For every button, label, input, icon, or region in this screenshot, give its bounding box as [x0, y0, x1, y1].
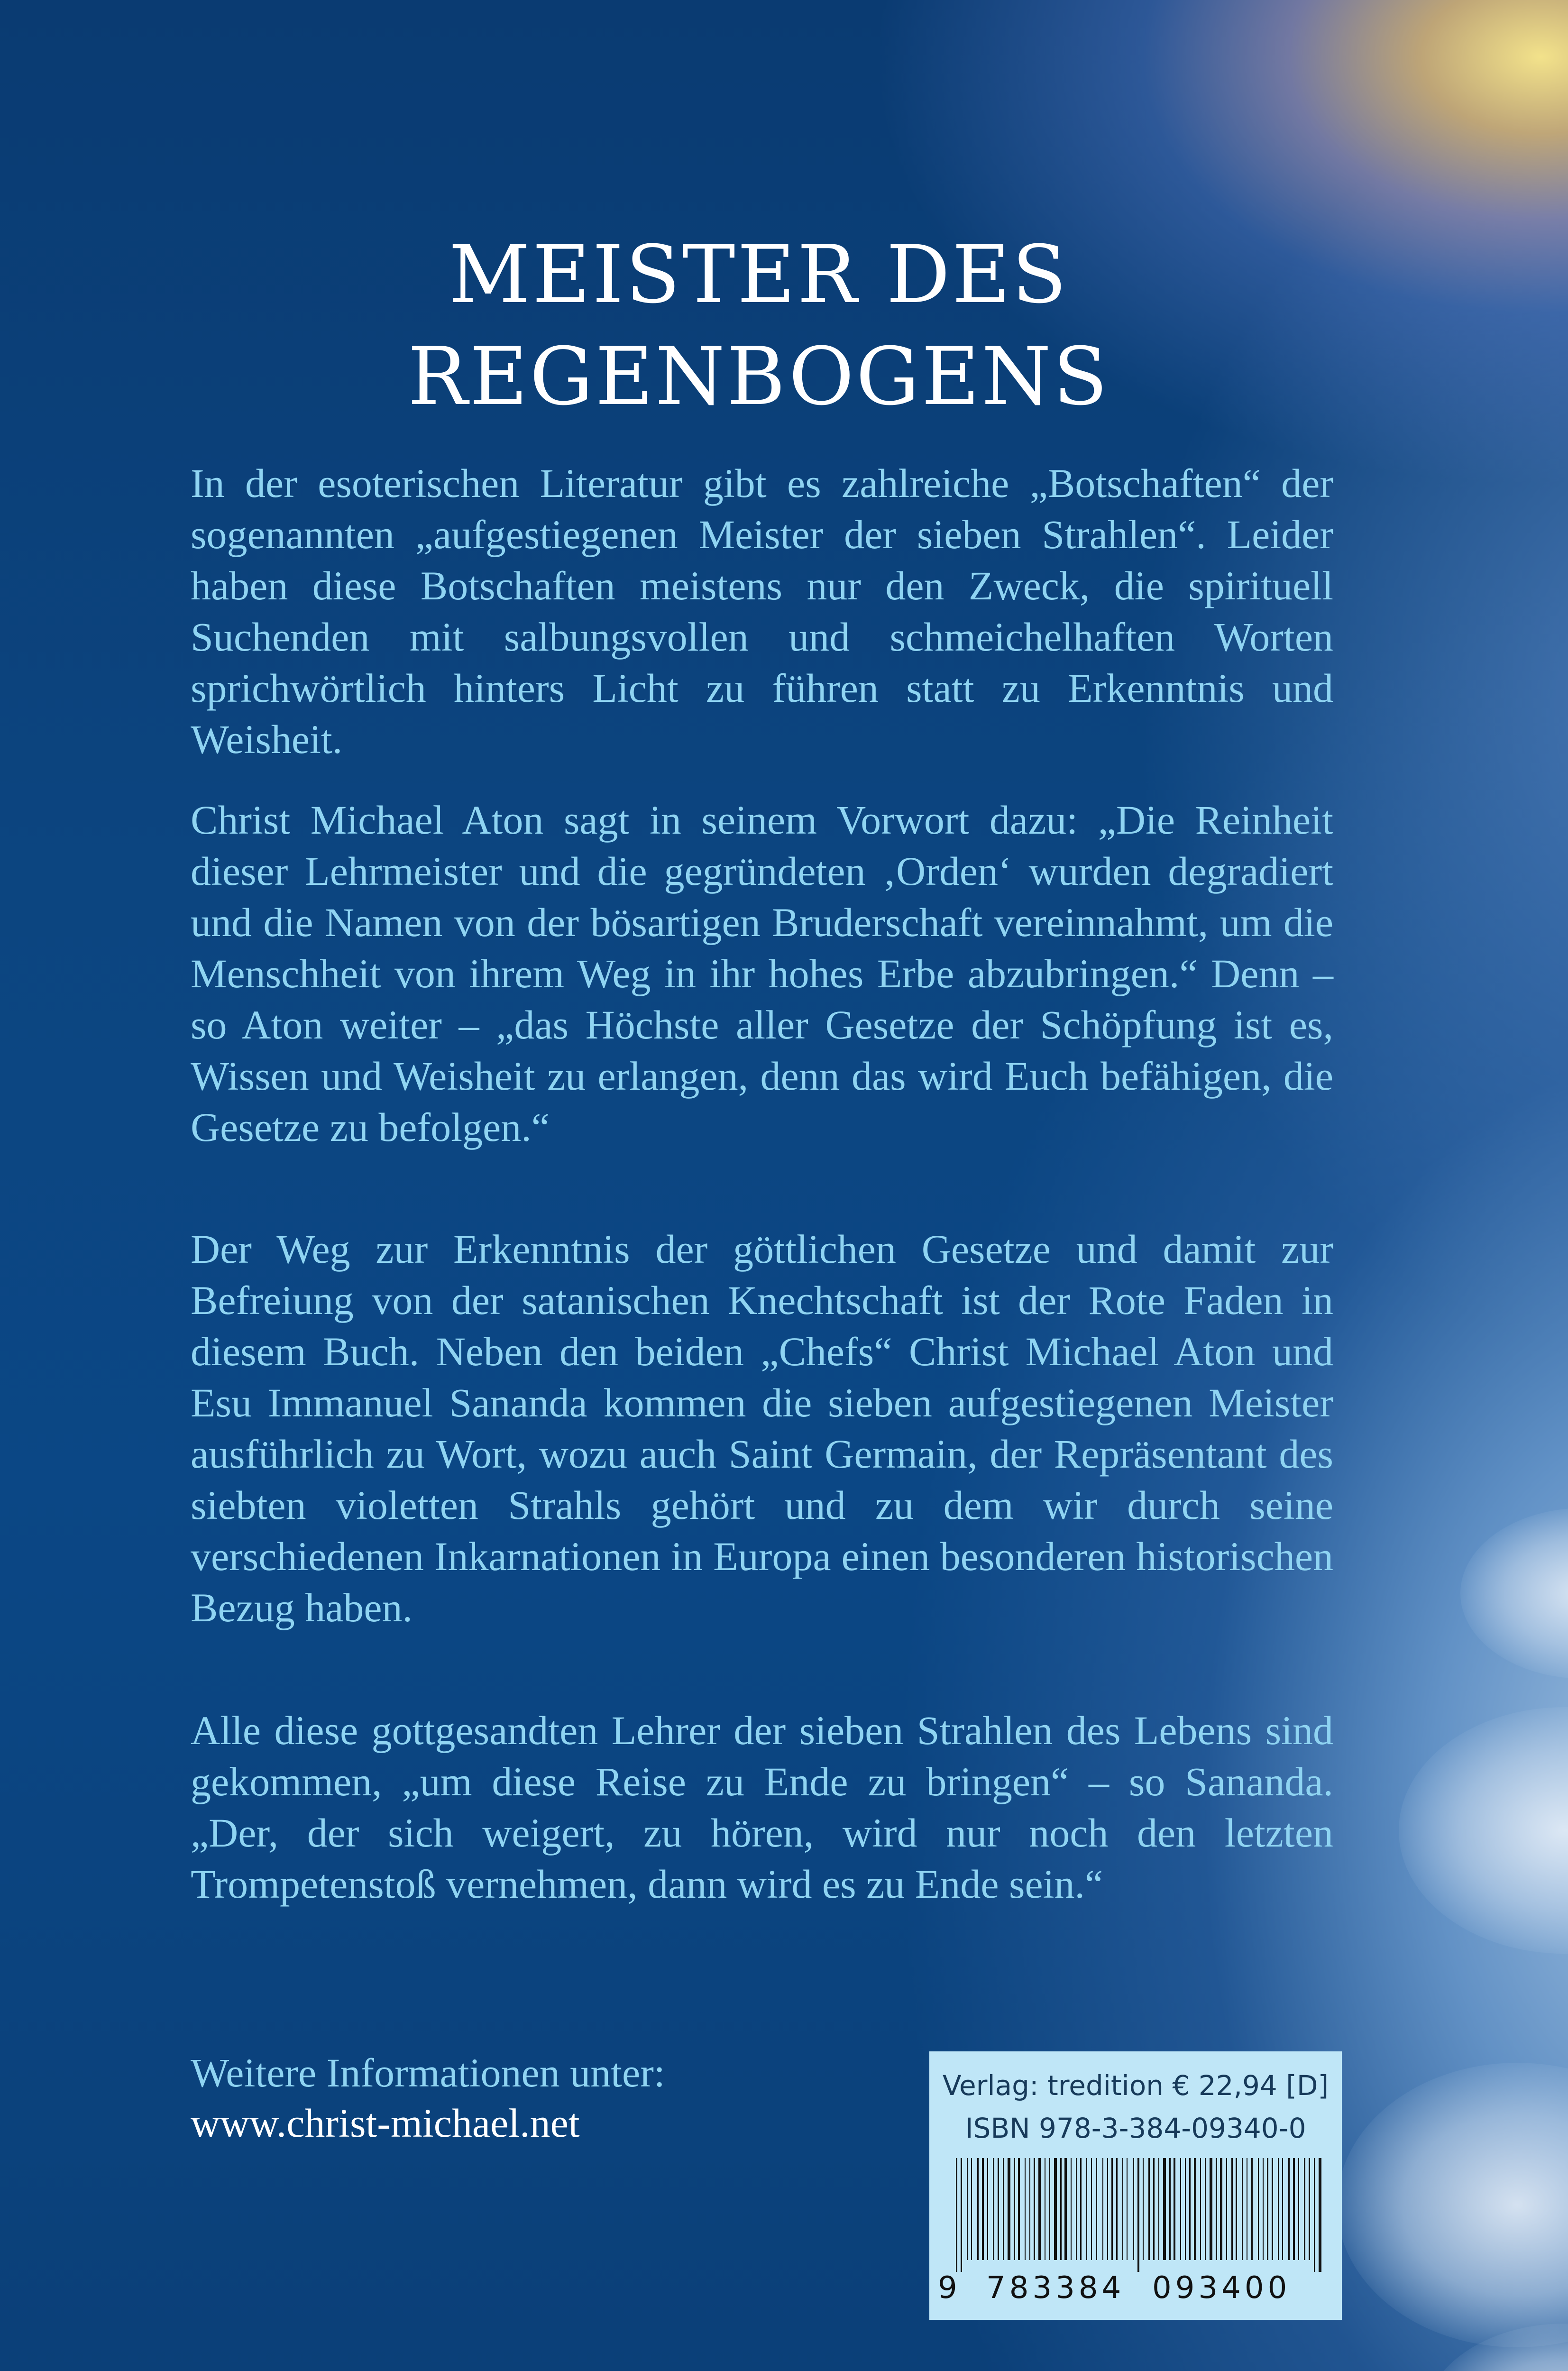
publisher-price: Verlag: tredition € 22,94 [D]: [942, 2069, 1329, 2102]
blurb-paragraph-1: In der esoterischen Literatur gibt es zahlreiche „Botschaften“ der sogenannten „aufgestiegenen Meister der sieben Strahlen“. Leider haben diese Botschaften meistens nur den Zweck, die spirituell Suchenden mit salbungsvollen und schmeichelhaften Worten sprichwörtlich hinters Licht zu führen statt zu Erkenntnis und Weisheit.: [191, 460, 1333, 762]
blurb-paragraph-3: Der Weg zur Erkenntnis der göttlichen Gesetze und damit zur Befreiung von der satanischen Knechtschaft ist der Rote Faden in diesem Buch. Neben den beiden „Chefs“ Christ Michael Aton und Esu Immanuel Sananda kommen die sieben aufgestiegenen Meister ausführlich zu Wort, wozu auch Saint Germain, der Repräsentant des siebten violetten Strahls gehört und zu dem wir durch seine verschiedenen Inkarnationen in Europa einen besonderen historischen Bezug haben.: [191, 1226, 1333, 1630]
cloud-decoration: [1460, 1508, 1568, 1679]
barcode-icon: [953, 2158, 1323, 2272]
blurb-paragraph-4: Alle diese gottgesandten Lehrer der sieben Strahlen des Lebens sind gekommen, „um diese Reise zu Ende zu bringen“ – so Sananda. „Der, der sich weigert, zu hören, wird nur noch den letzten Trompetenstoß vernehmen, dann wird es zu Ende sein.“: [191, 1708, 1333, 1907]
isbn-number: ISBN 978-3-384-09340-0: [965, 2112, 1306, 2144]
cloud-decoration: [1337, 2063, 1568, 2347]
book-title-line-1: MEISTER DES: [449, 228, 1069, 321]
website-link[interactable]: www.christ-michael.net: [191, 2100, 580, 2146]
blurb-paragraph-2: Christ Michael Aton sagt in seinem Vorwort dazu: „Die Reinheit dieser Lehrmeister und die gegründeten ‚Orden‘ wurden degradiert und die Namen von der bösartigen Bruderschaft vereinnahmt, um die Menschheit von ihrem Weg in ihr hohes Erbe abzubringen.“ Denn – so Aton weiter – „das Höchste aller Gesetze der Schöpfung ist es, Wissen und Weisheit zu erlangen, denn das wird Euch befähigen, die Gesetze zu befolgen.“: [191, 797, 1333, 1150]
price-isbn-box: [929, 2051, 1342, 2320]
barcode-left-digits: 783384: [986, 2270, 1125, 2306]
cloud-decoration: [1399, 1707, 1568, 1954]
barcode-right-digits: 093400: [1152, 2270, 1291, 2306]
barcode-first-digit: 9: [938, 2270, 957, 2306]
book-title-line-2: REGENBOGENS: [407, 330, 1110, 423]
info-label: Weitere Informationen unter:: [191, 2050, 665, 2095]
